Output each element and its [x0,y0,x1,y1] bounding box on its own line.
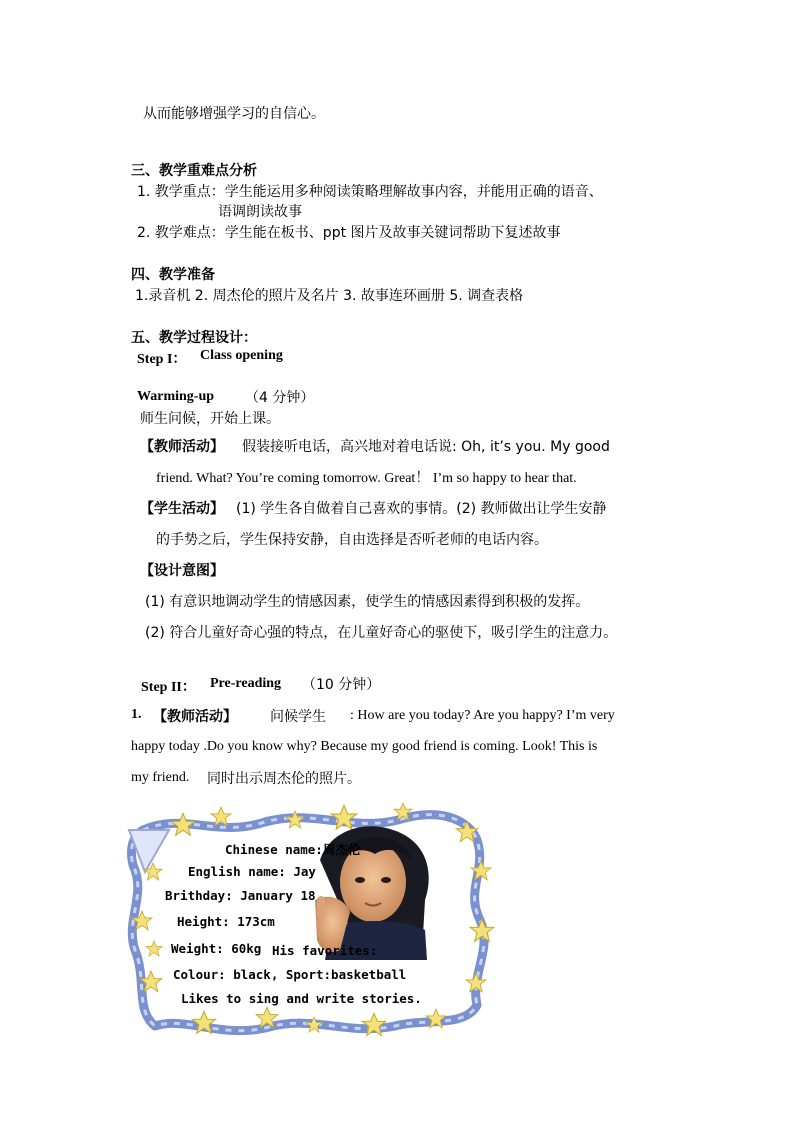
teacher-activity-line-2: friend. What? You’re coming tomorrow. Great！ I’m so happy to hear that. [156,471,577,486]
design-intent-2: (2) 符合儿童好奇心强的特点，在儿童好奇心的驱使下，吸引学生的注意力。 [145,625,618,641]
card-favorites: His favorites: [272,943,378,958]
step-2-label: Step II： [141,680,196,695]
step-2-line-2: happy today .Do you know why? Because my good friend is coming. Look! This is [131,739,598,754]
step-1-name: Class opening [200,348,283,363]
card-chinese-name: Chinese name:周杰伦 [225,842,361,857]
section-3-item-1-line-2: 语调朗读故事 [218,204,302,220]
section-3-title: 三、教学重难点分析 [131,163,257,179]
warmup-time: （4 分钟） [245,390,315,406]
step-2-teacher-tag: 【教师活动】 [153,709,237,725]
student-activity-line-1: (1) 学生各自做着自己喜欢的事情。(2) 教师做出让学生安静 [236,501,607,517]
design-intent-1: (1) 有意识地调动学生的情感因素，使学生的情感因素得到积极的发挥。 [145,594,590,610]
card-english-name: English name: Jay [188,864,316,879]
step-2-greet: 问候学生 [270,709,326,725]
card-birthday: Brithday: January 18 [165,888,316,903]
student-activity-line-2: 的手势之后，学生保持安静，自由选择是否听老师的电话内容。 [156,532,548,548]
step-2-item-number: 1. [131,707,142,722]
card-height: Height: 173cm [177,914,275,929]
section-4-title: 四、教学准备 [131,267,215,283]
name-card [125,800,495,1040]
teacher-activity-line-1: 假装接听电话，高兴地对着电话说: Oh, it’s you. My good [242,439,610,455]
card-likes: Likes to sing and write stories. [181,991,422,1006]
step-2-line-3-en: my friend. [131,770,190,785]
step-2-name: Pre-reading [210,676,282,691]
section-5-title: 五、教学过程设计： [131,330,257,346]
section-3-item-1-line-1: 1. 教学重点：学生能运用多种阅读策略理解故事内容，并能用正确的语音、 [137,184,603,200]
step-1-intro: 师生问候，开始上课。 [140,411,280,427]
card-weight: Weight: 60kg [171,941,262,956]
teacher-activity-tag: 【教师活动】 [140,439,224,455]
intro-line: 从而能够增强学习的自信心。 [143,106,325,122]
section-3-item-2: 2. 教学难点：学生能在板书、ppt 图片及故事关键词帮助下复述故事 [137,225,561,241]
warmup-label: Warming-up [137,389,215,404]
step-2-line-1: : How are you today? Are you happy? I’m very [350,708,615,723]
card-colour-sport: Colour: black, Sport:basketball [173,967,407,982]
step-2-line-3-cn: 同时出示周杰伦的照片。 [207,771,361,787]
section-4-items: 1.录音机 2. 周杰伦的照片及名片 3. 故事连环画册 5. 调查表格 [135,288,524,304]
design-intent-tag: 【设计意图】 [140,563,224,579]
student-activity-tag: 【学生活动】 [140,501,224,517]
step-2-time: （10 分钟） [302,677,381,693]
step-1-label: Step I： [137,352,187,367]
